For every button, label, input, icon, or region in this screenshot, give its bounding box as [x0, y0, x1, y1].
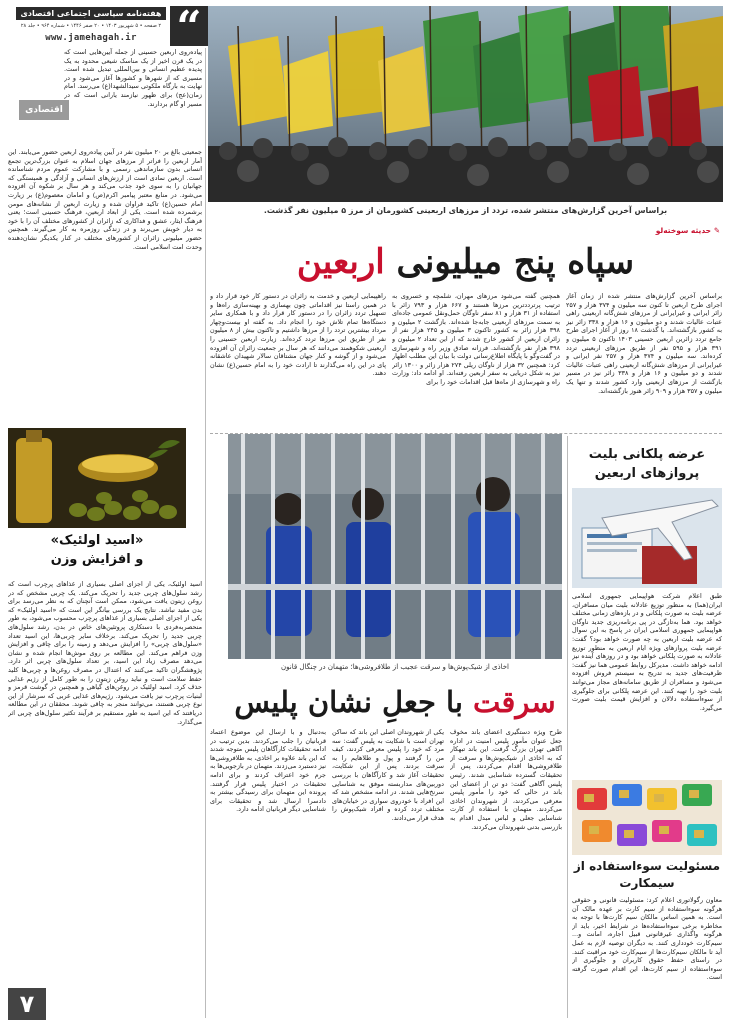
suspects-headline-black: با جعلِ نشان پلیس — [234, 685, 463, 719]
section-tab[interactable]: اقتصادی — [19, 100, 69, 120]
olive-headline — [8, 531, 186, 575]
suspects-article-col1: طرح ویژه دستگیری اعضای باند مخوف جعل عنوان مأمور پلیس امنیت در اداره آگاهی تهران بزرگ گرفت. این باند تبهکار که به اخاذی از شیک‌پوش‌ها و سرقت از طلافروشی‌ها اقدام می‌کردند، پس از تحقیقات گسترده شناسایی شدند. رئیس پلیس آگاهی گفت: دو تن از اعضای این باند در حالی که خود را مأمور پلیس معرفی می‌کردند، از شهروندان اخاذی می‌کردند. متهمان با استفاده از کارت شناسایی جعلی و لباس مبدل اقدام به بازرسی بدنی شهروندان می‌کردند. — [450, 728, 562, 831]
separator-right — [567, 436, 568, 1018]
pilgrims-illustration — [208, 6, 723, 202]
article-author — [560, 226, 720, 235]
main-headline — [208, 238, 723, 286]
olive-oil-illustration — [8, 428, 186, 528]
page-number: ۷ — [8, 988, 46, 1020]
olive-article-body: اسید اولئیک، یکی از اجزای اصلی بسیاری از غذاهای پرچرب است که رشد سلول‌های چربی جدید را تحریک می‌کند. یک چربی مشخص که در روغن زیتون یافت می‌شود، ممکن است آنچنان که به نظر می‌رسد برای بدن مفید نباشد. نتایج یک بررسی بیانگر این است که «اسید اولئیک» که یکی از اجزای اصلی بسیاری از غذاهای پرچرب محسوب می‌شود، به طور منحصربه‌فردی با دستکاری پروتئین‌های خاص در بدن، رشد سلول‌های چربی جدید را تحریک می‌کند. برخلاف سایر چربی‌ها، این اسید تعداد «سلول‌های چربی» را افزایش می‌دهد و زمینه را برای چاقی و افزایش وزن فراهم می‌کند. این مطالعه بر روی موش‌ها انجام شده و نشان می‌دهد مصرف زیاد این اسید، بر تعداد سلول‌های چربی اثر دارد. پژوهشگران تاکید می‌کنند که اعتدال در مصرف روغن‌ها و چربی‌ها کلید حفظ سلامت است و نباید روغن زیتون را به طور کامل از رژیم غذایی حذف کرد. اسید اولئیک در روغن‌های گیاهی و همچنین در گوشت قرمز و لبنیات پرچرب نیز یافت می‌شود. رژیم‌های غذایی غربی که سرشار از این نوع چربی هستند، می‌توانند منجر به چاقی شوند. محققان در این مطالعه دریافتند که این اسید به طور مستقیم بر فرآیند تکثیر سلول‌های چربی اثر می‌گذارد. — [8, 580, 202, 726]
plane-ticket-illustration — [572, 488, 722, 588]
left-body-text: جمعیتی بالغ بر ۲۰ میلیون نفر در آیین پیاده‌روی اربعین حضور می‌یابند. این آمار اربعین را فراتر از مرزهای جهان اسلام به عنوان بزرگ‌ترین تجمع انسانی بدون سازماندهی رسمی و با مشارکت عموم مردم شناسانده است. اربعین نمادی است از ارزش‌های انسانی و آزادگی و همبستگی که جهانیان را به سوی خود جذب می‌کند و هر سال بر شکوه آن افزوده می‌شود. در منابع معتبر پیامبر اکرم(ص) و امامان معصوم(ع) بر زیارت امام حسین(ع) تاکید فراوان شده و زیارت اربعین از نشانه‌های مومن برشمرده شده است. یکی از ابعاد اربعین، فرهنگ حسینی است؛ یعنی فرهنگ ایثار، عشق و فداکاری که زائران از کشورهای مختلف آن را با خود به دیار خویش می‌برند و در زندگی روزمره به کار می‌گیرند. همچنین حضور میلیونی زائران از کشورهای مختلف در کنار یکدیگر نشان‌دهنده وحدت امت اسلامی است. — [8, 148, 202, 251]
pen-icon: ✎ — [711, 226, 720, 235]
plane-ticket-photo — [572, 488, 722, 588]
pilgrims-photo — [208, 6, 723, 202]
masthead-title: هفته‌نامه سیاسی اجتماعی اقتصادی — [16, 7, 166, 20]
suspects-illustration — [228, 434, 562, 659]
olive-headline-line1: «اسید اولئیک» — [50, 533, 144, 548]
top-photo-caption: براساس آخرین گزارش‌های منتشر شده، تردد از مرزهای اربعینی کشورمان از مرز ۵ میلیون نفر گذشت. — [263, 206, 668, 215]
main-article-col1: براساس آخرین گزارش‌های منتشر شده از زمان آغاز اجرای طرح اربعین تا کنون سه میلیون و ۳۷۴ هزار و ۲۵۷ زائر ایرانی و غیرایرانی از مرزهای شش‌گانه اربعینی راهی عتبات عالیات شدند و دو میلیون و ۱۶ هزار و ۳۳۸ زائر نیز به کشور بازگشته‌اند. با گذشت ۱۸ روز از آغاز اجرای طرح جامع تردد زائرین اربعین حسینی ۱۴۰۳ تاکنون ۵ میلیون و ۳۹۱ هزار و ۵۹۵ نفر از طریق مرزهای اربعینی تردد کرده‌اند. سه میلیون و ۳۷۴ هزار و ۲۵۷ نفر ایرانی و غیرایرانی از مرزهای شش‌گانه اربعینی راهی عتبات عالیات شدند و دو میلیون و ۱۶ هزار و ۳۳۸ زائر نیز در مسیر بازگشت از مرزهای اربعینی وارد کشور شدند و تنها یک میلیون و ۳۵۷ هزار و ۹۰۹ زائر هنوز بازگشته‌اند. — [566, 292, 722, 395]
masthead — [8, 2, 208, 53]
main-article-col2: همچنین گفته می‌شود مرزهای مهران، شلمچه و خسروی به ترتیب پرترددترین مرزها هستند و ۶۶۷ هزار و ۷۹۳ زائر با استفاده از ۳۱ هزار و ۸۱ سفر ناوگان حمل‌ونقل عمومی جاده‌ای به سمت مرزهای اربعینی جابه‌جا شده‌اند. بازگشت ۲ میلیون و ۳۹۸ هزار زائر به کشور تاکنون ۳ میلیون و ۲۴۵ هزار نفر از زائران اربعین از کشور خارج شدند که از این تعداد ۲ میلیون و ۳۹۸ هزار نفر بازگشته‌اند. فرزانه صادق وزیر راه و شهرسازی در گفت‌وگو با پایگاه اطلاع‌رسانی دولت با بیان این مطلب اظهار کرد: همچنین ۳۲ هزار از ناوگان ریلی ۲۷۴ هزار زائر و ۱۳۰۰ زائر نیز به شکل دریایی به سفر اربعین رفته‌اند. او ادامه داد: وزارت راه و شهرسازی از ماه‌ها قبل اقدامات خود را برای — [392, 292, 560, 386]
sim-article-body: معاون رگولاتوری اعلام کرد: مسئولیت قانونی و حقوقی هرگونه سوءاستفاده از سیم کارت بر عهده مالک آن است. به همین اساس مالکان سیم کارت‌ها با توجه به مخاطره برخی سوءاستفاده‌ها در شرایط اخیر، باید از هرگونه واگذاری غیرقانونی قبیل اجاره، امانت و... سیم‌کارت خودداری کنند. به دیگران توصیه لازم به عمل آید تا مالکان سیم‌کارت‌ها از سیم‌کارت خود مراقبت کنند. در راستای حفظ حقوق کاربران و جلوگیری از سوءاستفاده از سیم کارت‌ها، این اقدام صورت گرفته است. — [572, 896, 722, 982]
suspects-headline — [228, 680, 562, 724]
quote-logo: “ — [170, 6, 208, 46]
suspects-article-col3: به‌دنبال و با ارسال این موضوع اعتماد قربانیان را جلب می‌کردند. بدین ترتیب در ادامه تحقیقات کارآگاهان پلیس متوجه شدند که این باند علاوه بر اخاذی، به طلافروشی‌ها نیز دستبرد می‌زدند. متهمان در بازجویی‌ها به جرم خود اعتراف کردند و برای ادامه تحقیقات در اختیار پلیس قرار گرفتند. پرونده این متهمان برای رسیدگی بیشتر به دادسرا ارسال شد و تحقیقات برای شناسایی دیگر قربانیان ادامه دارد. — [210, 728, 326, 814]
headline-red: اربعین — [296, 242, 385, 282]
masthead-date: ۲ صفحه • ۵ شهریور ۱۴۰۳ • ۲۰ صفر ۱۴۴۶ • شماره ۹۶۴ • جلد ۲۸ — [20, 23, 162, 29]
sim-headline: مسئولیت سوءاستفاده از سیمکارت — [573, 859, 721, 890]
olive-oil-photo — [8, 428, 186, 528]
ticket-headline: عرضه پلکانی بلیت پروازهای اربعین — [588, 447, 706, 481]
separator-left — [205, 48, 206, 1018]
headline-black: سپاه پنج میلیونی — [396, 242, 635, 282]
masthead-url[interactable]: www.jamehagah.ir — [45, 33, 137, 43]
left-intro-text: پیاده‌روی اربعین حسینی از جمله آیین‌هایی است که در یک قرن اخیر از یک مناسک شیعی محدود به یک پدیده عظیم انسانی و بین‌المللی تبدیل شده است. مسیری که از شهرها و کشورها آغاز می‌شود و در نهایت به بارگاه ملکوتی سیدالشهدا(ع) می‌رسد. امام زمان(عج) برای ظهور نیازمند یارانی است که در مسیر او گام بردارند. — [64, 48, 202, 108]
sim-cards-photo — [572, 780, 722, 855]
olive-headline-line2: و افزایش وزن — [50, 552, 144, 567]
suspects-headline-red: سرقت — [473, 685, 556, 719]
suspects-article-col2: یکی از شهروندان اصلی این باند که ساکن تهران است با شکایت به پلیس گفت: سه مرد که خود را پلیس معرفی کردند، کیف من را گرفتند و پول و طلاهایم را به سرقت بردند. پس از این شکایت، تحقیقات آغاز شد و کارآگاهان با بررسی دوربین‌های مداربسته موفق به شناسایی سرنخ‌هایی شدند. در ادامه مشخص شد که این افراد با خودروی سواری در خیابان‌های مختلف تردد کرده و افراد شیک‌پوش را هدف قرار می‌دادند. — [332, 728, 444, 822]
author-name: حدیثه سوخته‌لو — [655, 226, 712, 235]
ticket-article-body: طبق اعلام شرکت هواپیمایی جمهوری اسلامی ایران(هما) به منظور توزیع عادلانه بلیت میان مسافران، عرضه بلیت به صورت پلکانی و در بازه‌های زمانی مختلف خواهد بود. هما به‌تازگی در پی برنامه‌ریزی جدید ناوگان هواپیمایی جمهوری اسلامی ایران در پاسخ به این سوال که عرضه بلیت اربعین به چه صورت خواهد بود؟ گفت: عرضه بلیت پروازهای ویژه ایام اربعین به منظور توزیع عادلانه به صورت پلکانی خواهد بود و در روزهای آینده نیز ادامه خواهد داشت. مدیرکل روابط عمومی هما نیز گفت: ظرفیت‌های جدید به تدریج به سیستم فروش افزوده می‌شود و مسافران از طریق سامانه‌های مجاز می‌توانند بلیت خود را تهیه کنند. این عرضه پلکانی برای جلوگیری از سوءاستفاده دلالان و افزایش قیمت بلیت صورت می‌گیرد. — [572, 592, 722, 712]
sim-cards-illustration — [572, 780, 722, 855]
suspects-photo-caption: اخاذی از شیک‌پوش‌ها و سرقت عجیب از طلافروشی‌ها؛ متهمان در چنگال قانون — [280, 663, 509, 671]
main-article-col3: راهپیمایی اربعین و خدمت به زائران در دستور کار خود قرار داد و در همین راستا نیز اقداماتی چون بهسازی و بهینه‌سازی راه‌ها و تسهیل تردد زائران را در دستور کار قرار داد و با همکاری سایر دستگاه‌ها تمام تلاش خود را انجام داد. به گفته او بیست‌وچهار مرداد بیشترین تردد را از مرزها داشتیم و تاکنون بیش از ۸ میلیون نفر از طریق این مرزها تردد کرده‌اند. زیارت اربعین حسینی را اربعینی شکوهمند می‌دانند که هر سال بر جمعیت زائران آن افزوده می‌شود و از گوشه و کنار جهان مشتاقان سالار شهیدان عاشقانه پای در این راه می‌گذارند تا ارادت خود را به امام حسین(ع) نشان دهند. — [210, 292, 386, 378]
suspects-photo — [228, 434, 562, 659]
